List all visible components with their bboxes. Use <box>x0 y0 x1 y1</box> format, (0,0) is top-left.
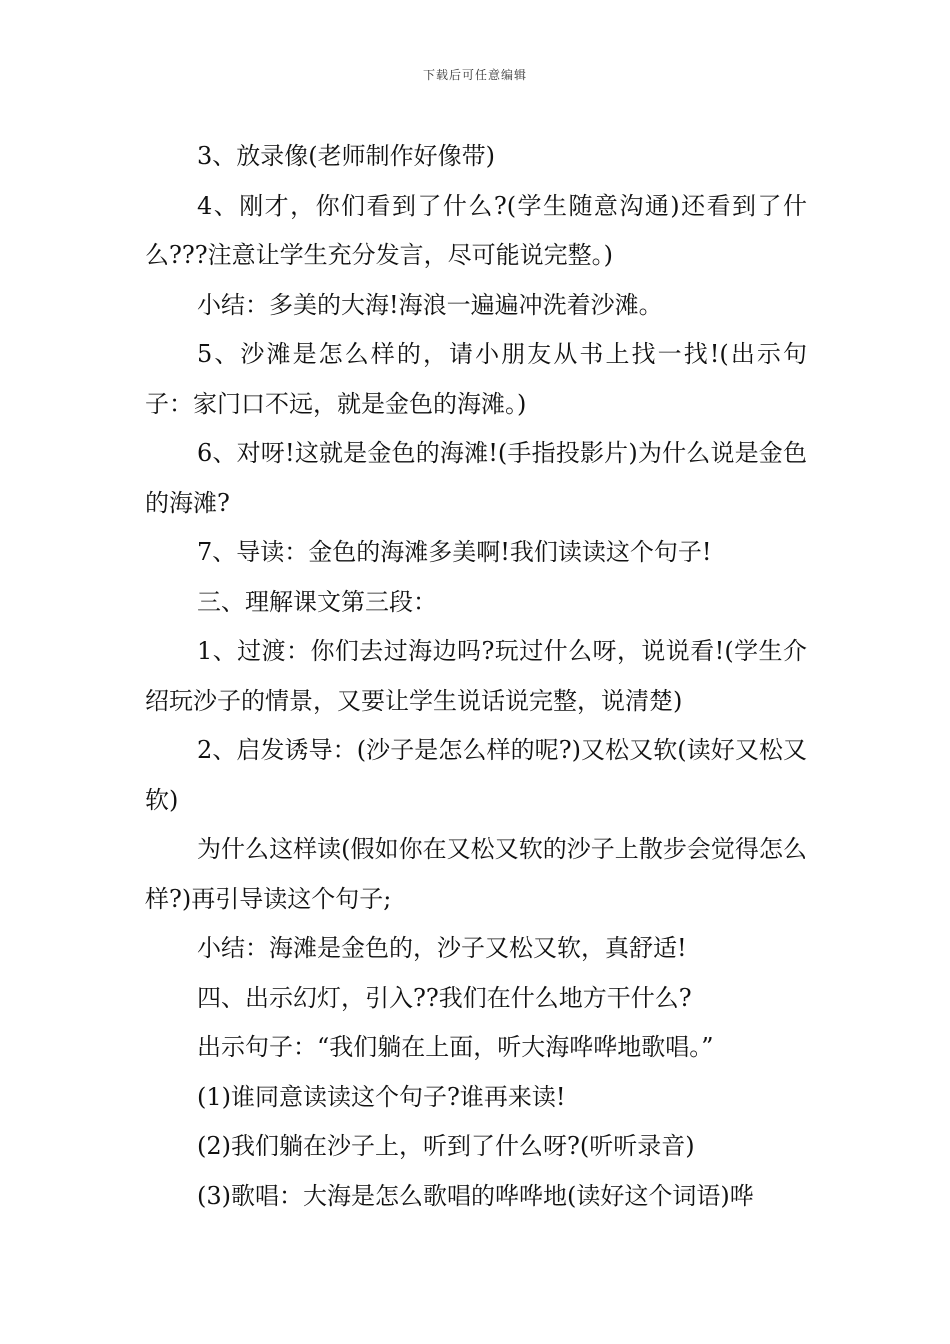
paragraph-14: (1)谁同意读读这个句子?谁再来读! <box>197 1082 566 1111</box>
paragraph-8: 1、过渡：你们去过海边吗?玩过什么呀，说说看!(学生介绍玩沙子的情景，又要让学生说话说完整，说清楚) <box>145 637 807 715</box>
paragraph-13: 出示句子：“我们躺在上面，听大海哗哗地歌唱。” <box>197 1033 714 1061</box>
paragraph-4: 5、沙滩是怎么样的，请小朋友从书上找一找!(出示句子：家门口不远，就是金色的海滩。) <box>145 340 807 418</box>
paragraph-7: 三、理解课文第三段： <box>197 587 437 616</box>
paragraph-2: 4、刚才，你们看到了什么?(学生随意沟通)还看到了什么???注意让学生充分发言，尽可能说完整。) <box>145 191 807 269</box>
paragraph-1: 3、放录像(老师制作好像带) <box>197 142 495 170</box>
paragraph-11: 小结：海滩是金色的，沙子又松又软，真舒适! <box>197 934 687 962</box>
paragraph-16: (3)歌唱：大海是怎么歌唱的哗哗地(读好这个词语)哗 <box>197 1181 754 1210</box>
document-body <box>145 132 807 1221</box>
paragraph-6: 7、导读：金色的海滩多美啊!我们读读这个句子! <box>197 538 712 566</box>
paragraph-15: (2)我们躺在沙子上，听到了什么呀?(听听录音) <box>197 1132 695 1160</box>
paragraph-9: 2、启发诱导：(沙子是怎么样的呢?)又松又软(读好又松又软) <box>145 736 807 814</box>
paragraph-3: 小结：多美的大海!海浪一遍遍冲洗着沙滩。 <box>197 290 663 319</box>
page-header: 下载后可任意编辑 <box>422 68 527 82</box>
paragraph-12: 四、出示幻灯，引入??我们在什么地方干什么? <box>197 983 692 1012</box>
paragraph-5: 6、对呀!这就是金色的海滩!(手指投影片)为什么说是金色的海滩? <box>145 439 807 517</box>
paragraph-10: 为什么这样读(假如你在又松又软的沙子上散步会觉得怎么样?)再引导读这个句子; <box>145 835 807 913</box>
